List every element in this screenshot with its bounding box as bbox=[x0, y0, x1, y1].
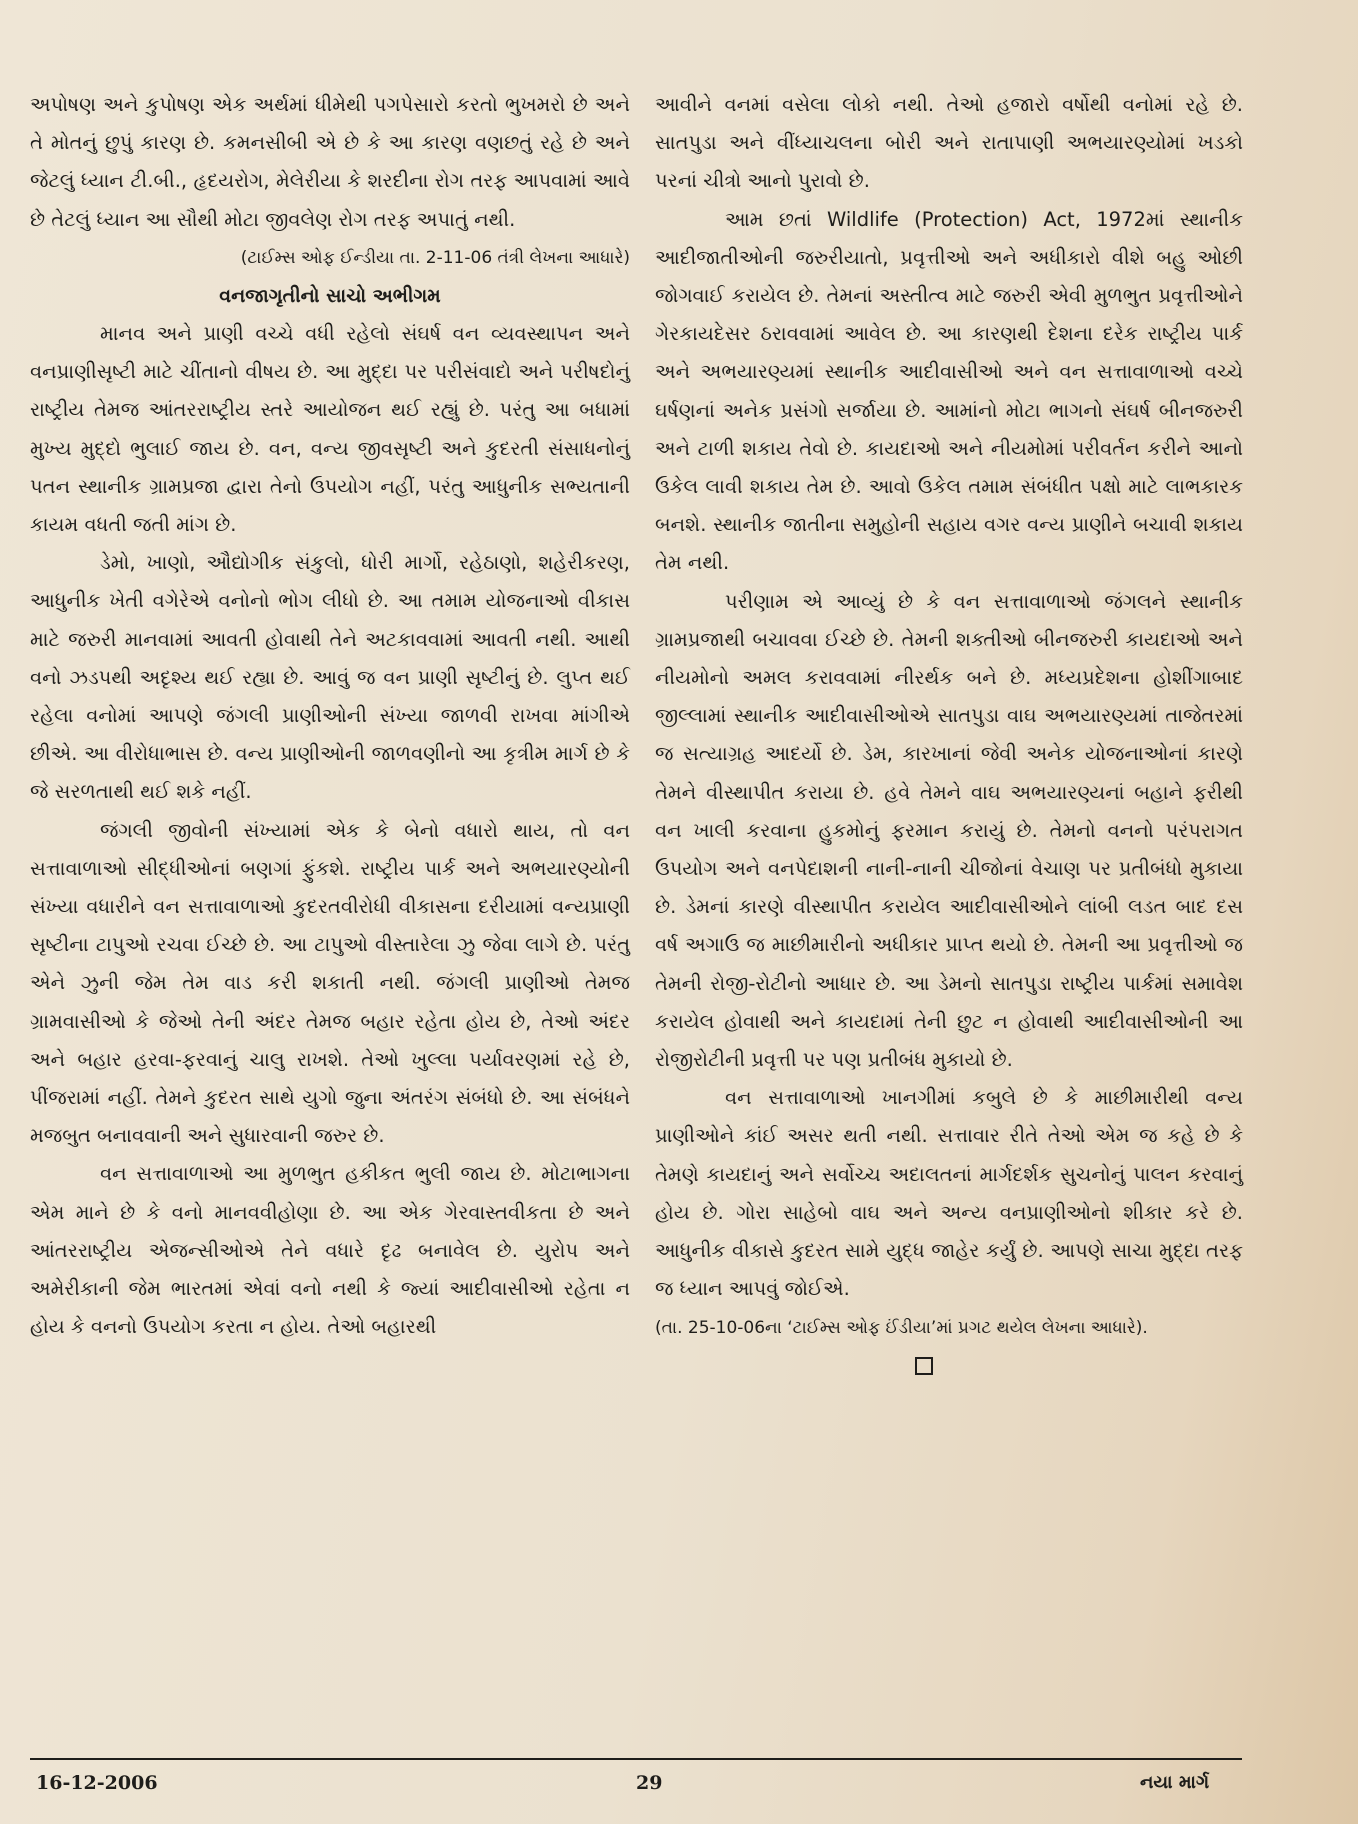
section-heading: વનજાગૃતીનો સાચો અભીગમ bbox=[219, 285, 441, 308]
left-column bbox=[30, 86, 630, 1347]
right-column bbox=[655, 86, 1243, 1385]
footer-divider bbox=[30, 1758, 1242, 1760]
paragraph: જંગલી જીવોની સંખ્યામાં એક કે બેનો વધારો થાય, તો વન સત્તાવાળાઓ સીદ્ધીઓનાં બણગાં ફુંકશે. રાષ્ટ્રીય પાર્ક અને અભયારણ્યોની સંખ્યા વધારીને વન સત્તાવાળાઓ કુદરતવીરોધી વીકાસના દરીયામાં વન્યપ્રાણી સૃષ્ટીના ટાપુઓ રચવા ઈચ્છે છે. આ ટાપુઓ વીસ્તારેલા ઝુ જેવા લાગે છે. પરંતુ એને ઝુની જેમ તેમ વાડ કરી શકાતી નથી. જંગલી પ્રાણીઓ તેમજ ગ્રામવાસીઓ કે જેઓ તેની અંદર તેમજ બહાર રહેતા હોય છે, તેઓ અંદર અને બહાર હરવા-ફરવાનું ચાલુ રાખશે. તેઓ ખુલ્લા પર્યાવરણમાં રહે છે, પીંજરામાં નહીં. તેમને કુદરત સાથે યુગો જુના અંતરંગ સંબંધો છે. આ સંબંધને મજબુત બનાવવાની અને સુધારવાની જરુર છે. bbox=[30, 818, 630, 1148]
paragraph: વન સત્તાવાળાઓ આ મુળભુત હકીકત ભુલી જાય છે. મોટાભાગના એમ માને છે કે વનો માનવવીહોણા છે. આ એક ગેરવાસ્તવીકતા છે અને આંતરરાષ્ટ્રીય એજન્સીઓએ તેને વધારે દૃઢ બનાવેલ છે. યુરોપ અને અમેરીકાની જેમ ભારતમાં એવાં વનો નથી કે જ્યાં આદીવાસીઓ રહેતા ન હોય કે વનનો ઉપયોગ કરતા ન હોય. તેઓ બહારથી bbox=[30, 1162, 630, 1339]
citation bbox=[655, 1309, 1243, 1385]
paragraph: અપોષણ અને કુપોષણ એક અર્થમાં ધીમેથી પગપેસારો કરતો ભુખમરો છે અને તે મોતનું છુપું કારણ છે. કમનસીબી એ છે કે આ કારણ વણછતું રહે છે અને જેટલું ધ્યાન ટી.બી., હૃદયરોગ, મેલેરીયા કે શરદીના રોગ તરફ આપવામાં આવે છે તેટલું ધ્યાન આ સૌથી મોટા જીવલેણ રોગ તરફ અપાતું નથી. bbox=[30, 93, 630, 231]
page-number: 29 bbox=[636, 1772, 663, 1794]
issue-date: 16-12-2006 bbox=[36, 1772, 158, 1794]
citation-text: (તા. 25-10-06ના ‘ટાઈમ્સ ઓફ ઈંડીયા’માં પ્રગટ થયેલ લેખના આધારે). bbox=[655, 1317, 1148, 1338]
citation: (ટાઈમ્સ ઓફ ઈન્ડીયા તા. 2-11-06 તંત્રી લેખના આધારે) bbox=[240, 247, 630, 268]
end-of-article-square-icon bbox=[915, 1357, 933, 1375]
paragraph: આમ છતાં Wildlife (Protection) Act, 1972માં સ્થાનીક આદીજાતીઓની જરુરીયાતો, પ્રવૃત્તીઓ અને અધીકારો વીશે બહુ ઓછી જોગવાઈ કરાયેલ છે. તેમનાં અસ્તીત્વ માટે જરુરી એવી મુળભુત પ્રવૃત્તીઓને ગેરકાયદેસર ઠરાવવામાં આવેલ છે. આ કારણથી દેશના દરેક રાષ્ટ્રીય પાર્ક અને અભયારણ્યમાં સ્થાનીક આદીવાસીઓ અને વન સત્તાવાળાઓ વચ્ચે ઘર્ષણનાં અનેક પ્રસંગો સર્જાયા છે. આમાંનો મોટા ભાગનો સંઘર્ષ બીનજરુરી અને ટાળી શકાય તેવો છે. કાયદાઓ અને નીયમોમાં પરીવર્તન કરીને આનો ઉકેલ લાવી શકાય તેમ છે. આવો ઉકેલ તમામ સંબંધીત પક્ષો માટે લાભકારક બનશે. સ્થાનીક જાતીના સમુહોની સહાય વગર વન્ય પ્રાણીને બચાવી શકાય તેમ નથી. bbox=[655, 207, 1243, 575]
paragraph: આવીને વનમાં વસેલા લોકો નથી. તેઓ હજારો વર્ષોથી વનોમાં રહે છે. સાતપુડા અને વીંધ્યાચલના બોરી અને રાતાપાણી અભયારણ્યોમાં ખડકો પરનાં ચીત્રો આનો પુરાવો છે. bbox=[655, 93, 1243, 193]
paragraph: વન સત્તાવાળાઓ ખાનગીમાં કબુલે છે કે માછીમારીથી વન્ય પ્રાણીઓને કાંઈ અસર થતી નથી. સત્તાવાર રીતે તેઓ એમ જ કહે છે કે તેમણે કાયદાનું અને સર્વોચ્ચ અદાલતનાં માર્ગદર્શક સુચનોનું પાલન કરવાનું હોય છે. ગોરા સાહેબો વાઘ અને અન્ય વનપ્રાણીઓનો શીકાર કરે છે. આધુનીક વીકાસે કુદરત સામે યુદ્ધ જાહેર કર્યું છે. આપણે સાચા મુદ્દા તરફ જ ધ્યાન આપવું જોઈએ. bbox=[655, 1086, 1243, 1301]
paragraph: પરીણામ એ આવ્યું છે કે વન સત્તાવાળાઓ જંગલને સ્થાનીક ગ્રામપ્રજાથી બચાવવા ઈચ્છે છે. તેમની શક્તીઓ બીનજરુરી કાયદાઓ અને નીયમોનો અમલ કરાવવામાં નીરર્થક બને છે. મધ્યપ્રદેશના હોશીંગાબાદ જીલ્લામાં સ્થાનીક આદીવાસીઓએ સાતપુડા વાઘ અભયારણ્યમાં તાજેતરમાં જ સત્યાગ્રહ આદર્યો છે. ડેમ, કારખાનાં જેવી અનેક યોજનાઓનાં કારણે તેમને વીસ્થાપીત કરાયા છે. હવે તેમને વાઘ અભયારણ્યનાં બહાને ફરીથી વન ખાલી કરવાના હુકમોનું ફરમાન કરાયું છે. તેમનો વનનો પરંપરાગત ઉપયોગ અને વનપેદાશની નાની-નાની ચીજોનાં વેચાણ પર પ્રતીબંધો મુકાયા છે. ડેમનાં કારણે વીસ્થાપીત કરાયેલ આદીવાસીઓને લાંબી લડત બાદ દસ વર્ષ અગાઉ જ માછીમારીનો અધીકાર પ્રાપ્ત થયો છે. તેમની આ પ્રવૃત્તીઓ જ તેમની રોજી-રોટીનો આધાર છે. આ ડેમનો સાતપુડા રાષ્ટ્રીય પાર્કમાં સમાવેશ કરાયેલ હોવાથી અને કાયદામાં તેની છુટ ન હોવાથી આદીવાસીઓની આ રોજીરોટીની પ્રવૃત્તી પર પણ પ્રતીબંધ મુકાયો છે. bbox=[655, 589, 1243, 1072]
paragraph: માનવ અને પ્રાણી વચ્ચે વધી રહેલો સંઘર્ષ વન વ્યવસ્થાપન અને વનપ્રાણીસૃષ્ટી માટે ચીંતાનો વીષય છે. આ મુદ્દા પર પરીસંવાદો અને પરીષદોનું રાષ્ટ્રીય તેમજ આંતરરાષ્ટ્રીય સ્તરે આયોજન થઈ રહ્યું છે. પરંતુ આ બધામાં મુખ્ય મુદ્દો ભુલાઈ જાય છે. વન, વન્ય જીવસૃષ્ટી અને કુદરતી સંસાધનોનું પતન સ્થાનીક ગ્રામપ્રજા દ્વારા તેનો ઉપયોગ નહીં, પરંતુ આધુનીક સભ્યતાની કાયમ વધતી જતી માંગ છે. bbox=[30, 322, 630, 537]
magazine-title: નયા માર્ગ bbox=[1140, 1772, 1210, 1793]
paragraph: ડેમો, ખાણો, ઔદ્યોગીક સંકુલો, ધોરી માર્ગો, રહેઠાણો, શહેરીકરણ, આધુનીક ખેતી વગેરેએ વનોનો ભોગ લીધો છે. આ તમામ યોજનાઓ વીકાસ માટે જરુરી માનવામાં આવતી હોવાથી તેને અટકાવવામાં આવતી નથી. આથી વનો ઝડપથી અદૃશ્ય થઈ રહ્યા છે. આવું જ વન પ્રાણી સૃષ્ટીનું છે. લુપ્ત થઈ રહેલા વનોમાં આપણે જંગલી પ્રાણીઓની સંખ્યા જાળવી રાખવા માંગીએ છીએ. આ વીરોધાભાસ છે. વન્ય પ્રાણીઓની જાળવણીનો આ કૃત્રીમ માર્ગ છે કે જે સરળતાથી થઈ શકે નહીં. bbox=[30, 551, 630, 804]
